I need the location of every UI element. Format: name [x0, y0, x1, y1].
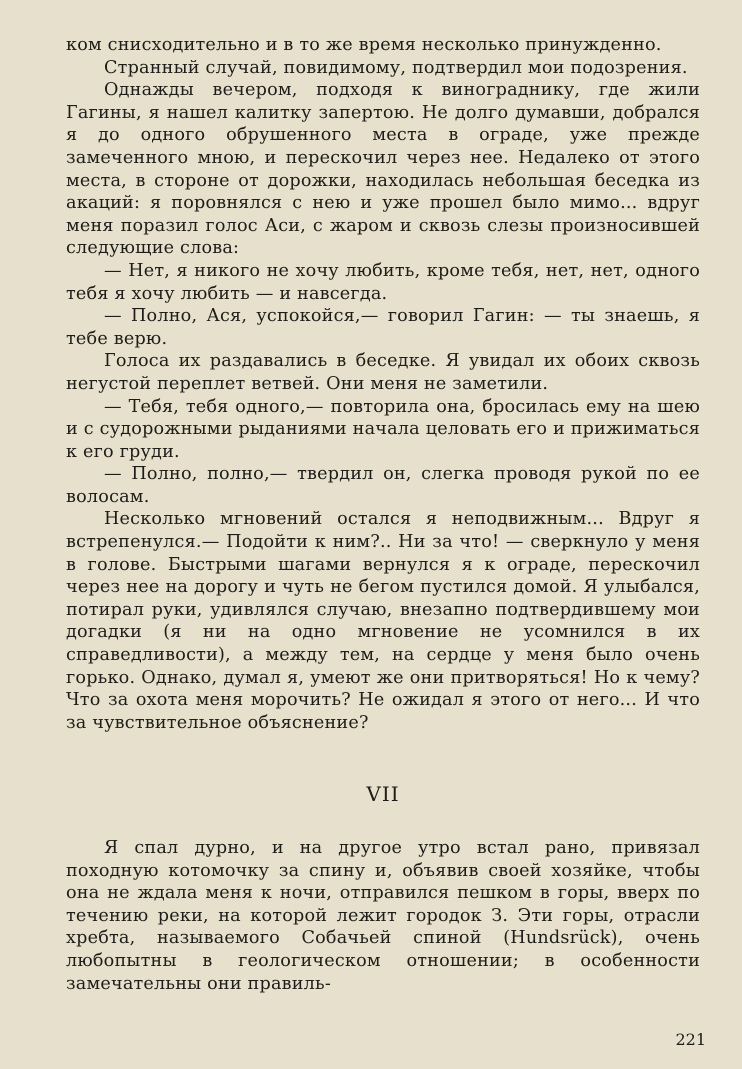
chapter-heading: VII [366, 782, 400, 807]
paragraph: — Полно, Ася, успокойся,— говорил Гагин: — ты знаешь, я тебе верю. [66, 306, 700, 349]
paragraph: — Нет, я никого не хочу любить, кроме тебя, нет, нет, одного тебя я хочу любить — и навсегда. [66, 260, 700, 304]
paragraph: ком снисходительно и в то же время несколько принужденно. [66, 35, 662, 55]
paragraph: Голоса их раздавались в беседке. Я увидал их обоих сквозь негустой переплет ветвей. Они меня не заметили. [66, 351, 700, 394]
paragraph: Однажды вечером, подходя к винограднику, где жили Гагины, я нашел калитку запертою. Не долго думавши, добрался я до одного обрушенного места в ограде, уже прежде замеченного мною, и перескочил через нее. Недалеко от этого места, в стороне от дорожки, находилась небольшая беседка из акаций: я поровнялся с нею и уже прошел было мимо... вдруг меня поразил голос Аси, с жаром и сквозь слезы произносившей следующие слова: [66, 80, 700, 259]
paragraph: — Полно, полно,— твердил он, слегка проводя рукой по ее волосам. [66, 464, 700, 507]
paragraph: — Тебя, тебя одного,— повторила она, бросилась ему на шею и с судорожными рыданиями начала целовать его и прижиматься к его груди. [66, 396, 700, 462]
paragraph: Странный случай, повидимому, подтвердил мои подозрения. [104, 57, 688, 78]
page-text [66, 34, 700, 995]
paragraph: Я спал дурно, и на другое утро встал рано, привязал походную котомочку за спину и, объявив своей хозяйке, чтобы она не ждала меня к ночи, отправился пешком в горы, вверх по течению реки, на которой лежит городок З. Эти горы, отрасли хребта, называемого Собачьей спиной (Hundsrück), очень любопытны в геологическом отношении; в особенности замечательны они правиль- [66, 838, 700, 994]
paragraph: Несколько мгновений остался я неподвижным... Вдруг я встрепенулся.— Подойти к ним?.. Ни за что! — сверкнуло у меня в голове. Быстрыми шагами вернулся я к ограде, перескочил через нее на дорогу и чуть не бегом пустился домой. Я улыбался, потирал руки, удивлялся случаю, внезапно подтвердившему мои догадки (я ни на одно мгновение не усомнился в их справедливости), а между тем, на сердце у меня было очень горько. Однако, думал я, умеют же они притворяться! Но к чему? Что за охота меня морочить? Не ожидал я этого от него... И что за чувствительное объяснение? [66, 509, 700, 733]
page-number: 221 [675, 1030, 706, 1049]
